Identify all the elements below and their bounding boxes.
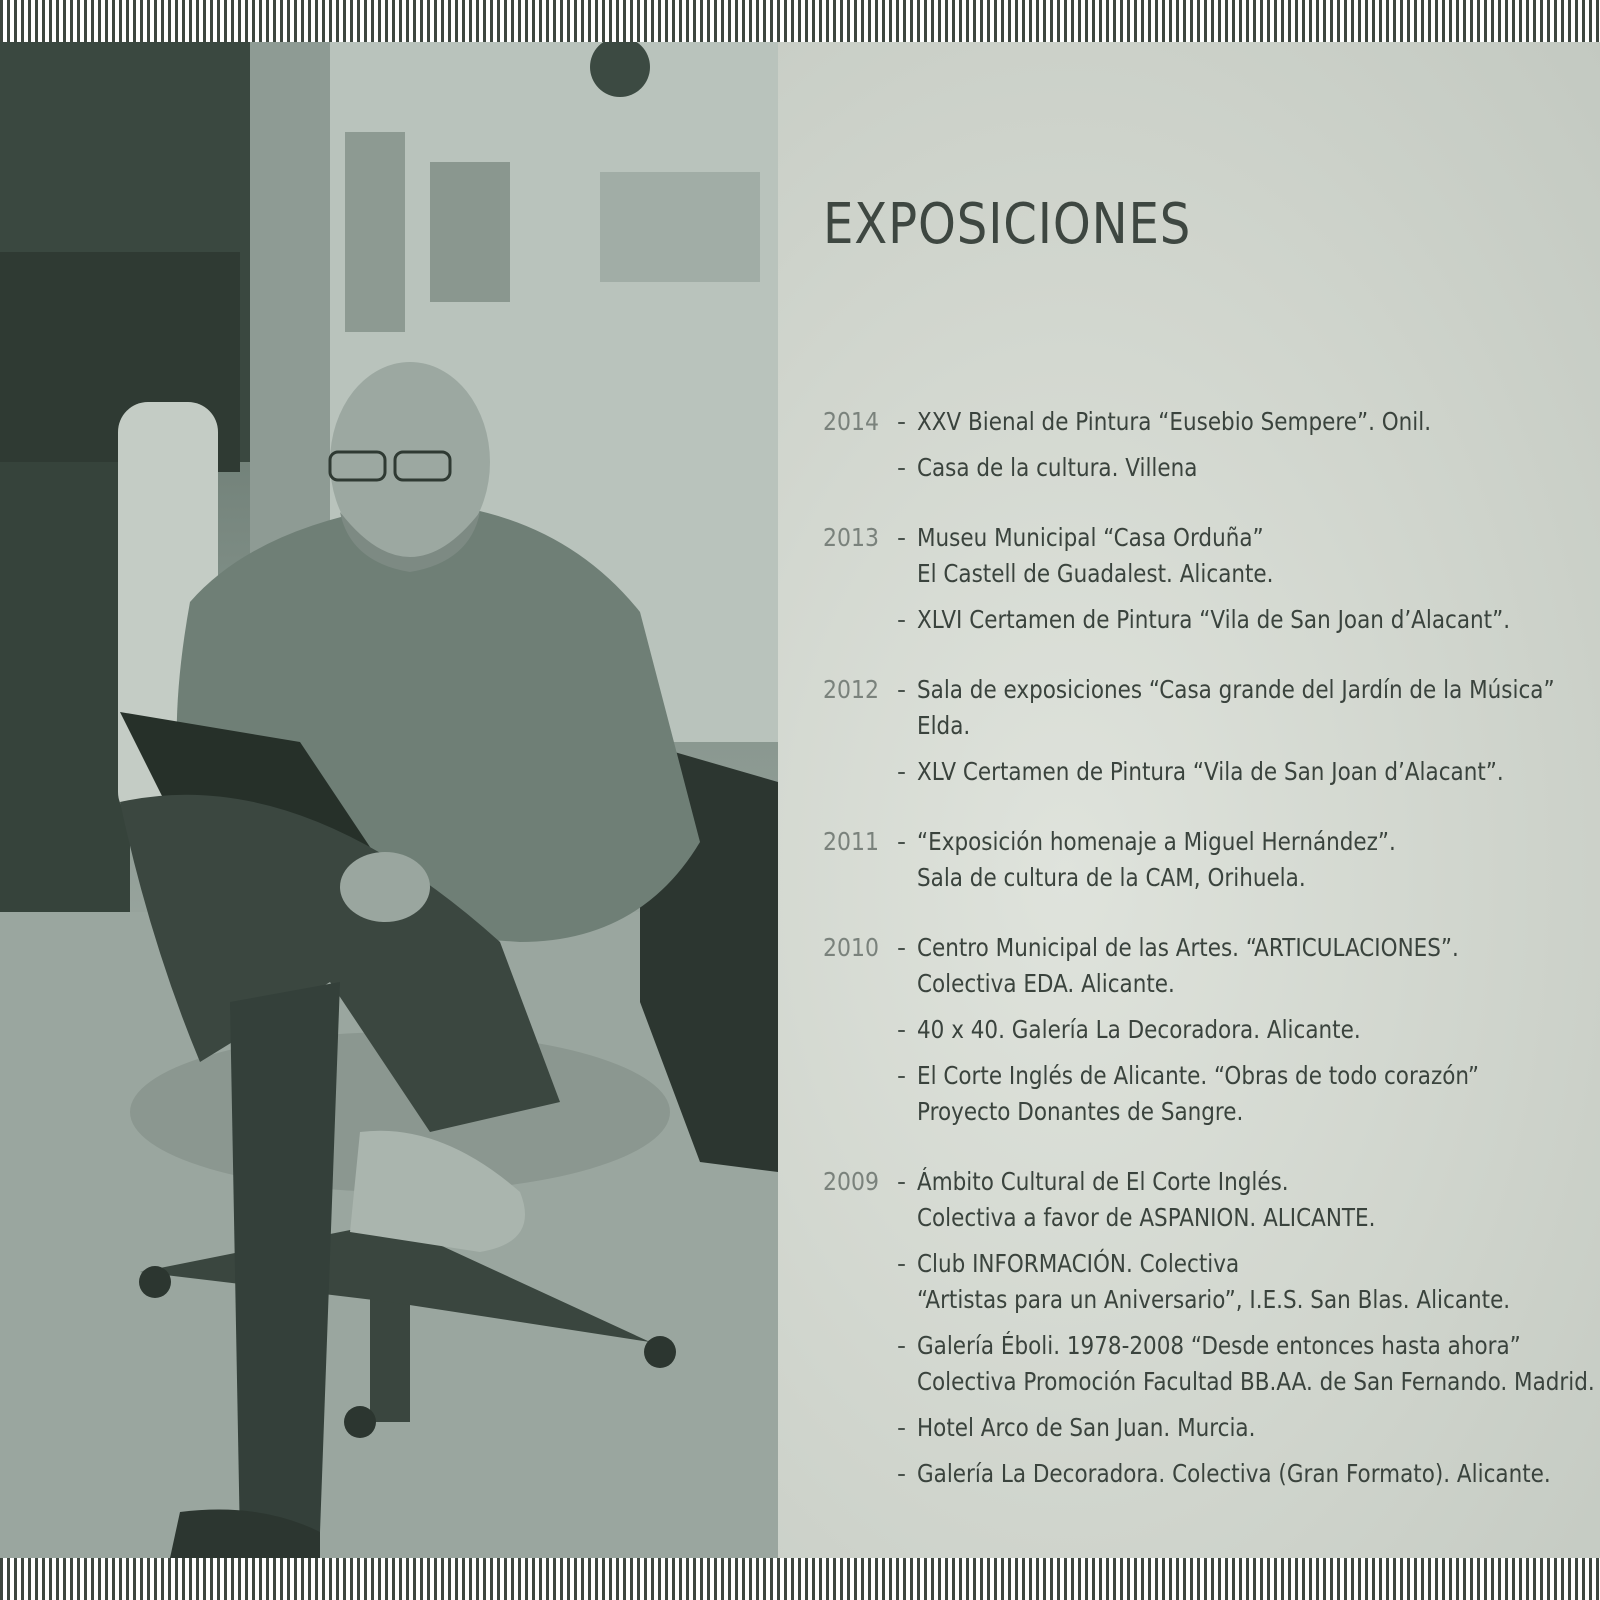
exhibition-entry (897, 1012, 1583, 1048)
year-entries (897, 520, 1600, 648)
exhibition-entry (897, 824, 1583, 896)
entry-text (917, 450, 1583, 486)
year-entries (897, 404, 1583, 496)
entry-text (917, 520, 1600, 592)
year-label: 2012 (823, 675, 879, 704)
entry-line: Galería La Decoradora. Colectiva (Gran Formato). Alicante. (917, 1459, 1551, 1488)
year-label: 2013 (823, 523, 879, 552)
year-label: 2010 (823, 933, 879, 962)
exhibition-entry (897, 1328, 1600, 1400)
entry-line: 40 x 40. Galería La Decoradora. Alicante. (917, 1015, 1361, 1044)
year-group (823, 1164, 1595, 1502)
entry-line: Club INFORMACIÓN. Colectiva (917, 1249, 1240, 1278)
entry-line: El Castell de Guadalest. Alicante. (917, 559, 1274, 588)
dash-bullet: - (897, 1331, 907, 1360)
entry-line: El Corte Inglés de Alicante. “Obras de todo corazón” (917, 1061, 1479, 1090)
entry-line: Colectiva Promoción Facultad BB.AA. de San Fernando. Madrid. (917, 1367, 1595, 1396)
entry-line: Casa de la cultura. Villena (917, 453, 1198, 482)
entry-text (917, 404, 1583, 440)
year-entries (897, 672, 1600, 800)
dash-bullet: - (897, 933, 907, 962)
year-group (823, 404, 1583, 496)
dash-bullet: - (897, 1413, 907, 1442)
entry-line: “Exposición homenaje a Miguel Hernández”. (917, 827, 1396, 856)
exhibition-entry (897, 1246, 1600, 1318)
entry-text (917, 1164, 1600, 1236)
exhibition-entry (897, 672, 1600, 744)
entry-line: “Artistas para un Aniversario”, I.E.S. San Blas. Alicante. (917, 1285, 1511, 1314)
entry-text (917, 824, 1583, 896)
year-entries (897, 1164, 1600, 1502)
dash-bullet: - (897, 407, 907, 436)
exhibitions-panel (778, 42, 1600, 1558)
entry-line: Colectiva EDA. Alicante. (917, 969, 1175, 998)
entry-line: XXV Bienal de Pintura “Eusebio Sempere”. Onil. (917, 407, 1432, 436)
dash-bullet: - (897, 1249, 907, 1278)
entry-text (917, 1410, 1600, 1446)
entry-line: Elda. (917, 711, 971, 740)
entry-line: Galería Éboli. 1978-2008 “Desde entonces hasta ahora” (917, 1331, 1521, 1360)
top-stripe-border (0, 0, 1600, 42)
entry-text (917, 672, 1600, 744)
exhibition-entry (897, 930, 1583, 1002)
entry-line: Colectiva a favor de ASPANION. ALICANTE. (917, 1203, 1376, 1232)
year-group (823, 520, 1583, 648)
exhibition-entry (897, 1058, 1583, 1130)
dash-bullet: - (897, 1459, 907, 1488)
entry-line: Sala de cultura de la CAM, Orihuela. (917, 863, 1306, 892)
entry-line: Ámbito Cultural de El Corte Inglés. (917, 1167, 1289, 1196)
dash-bullet: - (897, 1167, 907, 1196)
exhibition-entry (897, 450, 1583, 486)
exhibition-entry (897, 602, 1600, 638)
entry-line: Hotel Arco de San Juan. Murcia. (917, 1413, 1256, 1442)
entry-line: Museu Municipal “Casa Orduña” (917, 523, 1264, 552)
portrait-photo (0, 42, 778, 1558)
year-group (823, 930, 1583, 1140)
entry-text (917, 754, 1600, 790)
exhibition-entry (897, 1410, 1600, 1446)
entry-text (917, 1058, 1583, 1130)
entry-line: XLVI Certamen de Pintura “Vila de San Joan d’Alacant”. (917, 605, 1511, 634)
entry-text (917, 602, 1600, 638)
dash-bullet: - (897, 675, 907, 704)
exhibitions-timeline (823, 404, 1595, 1526)
entry-line: Sala de exposiciones “Casa grande del Jardín de la Música” (917, 675, 1555, 704)
entry-text (917, 1328, 1600, 1400)
dash-bullet: - (897, 827, 907, 856)
dash-bullet: - (897, 523, 907, 552)
entry-text (917, 1456, 1600, 1492)
exhibition-entry (897, 1456, 1600, 1492)
entry-text (917, 1246, 1600, 1318)
year-group (823, 824, 1583, 906)
dash-bullet: - (897, 1061, 907, 1090)
exhibition-entry (897, 520, 1600, 592)
bottom-stripe-border (0, 1558, 1600, 1600)
year-entries (897, 824, 1583, 906)
year-label: 2011 (823, 827, 879, 856)
dash-bullet: - (897, 757, 907, 786)
dash-bullet: - (897, 1015, 907, 1044)
year-entries (897, 930, 1583, 1140)
entry-text (917, 1012, 1583, 1048)
exhibition-entry (897, 1164, 1600, 1236)
entry-line: Centro Municipal de las Artes. “ARTICULACIONES”. (917, 933, 1459, 962)
page-title: EXPOSICIONES (823, 192, 1192, 257)
entry-text (917, 930, 1583, 1002)
year-label: 2009 (823, 1167, 879, 1196)
entry-line: Proyecto Donantes de Sangre. (917, 1097, 1244, 1126)
year-group (823, 672, 1583, 800)
dash-bullet: - (897, 605, 907, 634)
exhibition-entry (897, 754, 1600, 790)
dash-bullet: - (897, 453, 907, 482)
entry-line: XLV Certamen de Pintura “Vila de San Joan d’Alacant”. (917, 757, 1504, 786)
year-label: 2014 (823, 407, 879, 436)
exhibition-entry (897, 404, 1583, 440)
